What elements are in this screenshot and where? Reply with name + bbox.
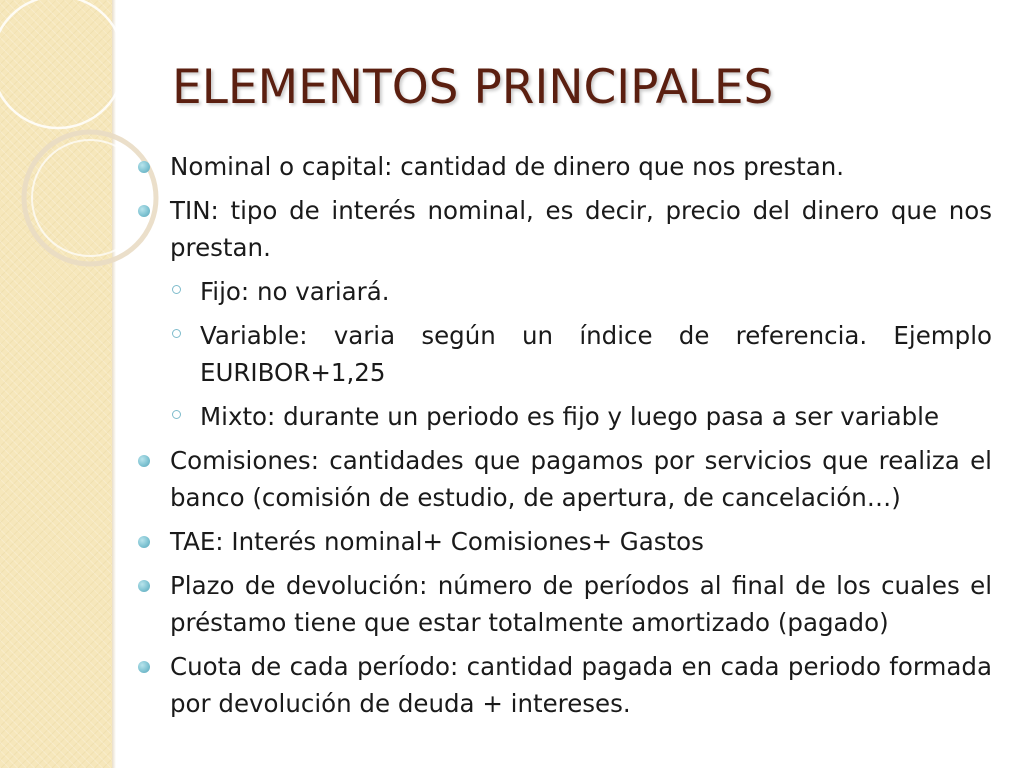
bullet-icon bbox=[138, 661, 150, 673]
bullet-icon bbox=[138, 161, 150, 173]
list-item bbox=[134, 148, 992, 185]
list-item bbox=[134, 523, 992, 560]
list-item-text: Comisiones: cantidades que pagamos por servicios que realiza el banco (comisión de estudio, de apertura, de cancelación…) bbox=[170, 446, 992, 512]
sub-bullet-icon bbox=[172, 329, 181, 338]
sub-list-item bbox=[134, 398, 992, 435]
sub-bullet-icon bbox=[172, 285, 181, 294]
bullet-list bbox=[134, 148, 992, 729]
sub-list-item bbox=[134, 317, 992, 391]
list-item-text: Cuota de cada período: cantidad pagada en cada periodo formada por devolución de deuda + intereses. bbox=[170, 652, 992, 718]
slide-title: ELEMENTOS PRINCIPALES bbox=[172, 60, 774, 115]
bullet-icon bbox=[138, 205, 150, 217]
sub-list-item-text: Variable: varia según un índice de referencia. Ejemplo EURIBOR+1,25 bbox=[200, 321, 992, 387]
list-item-text: Nominal o capital: cantidad de dinero que nos prestan. bbox=[170, 152, 845, 181]
list-item bbox=[134, 567, 992, 641]
list-item bbox=[134, 192, 992, 266]
bullet-icon bbox=[138, 536, 150, 548]
bullet-icon bbox=[138, 580, 150, 592]
sub-bullet-icon bbox=[172, 410, 181, 419]
bullet-icon bbox=[138, 455, 150, 467]
list-item bbox=[134, 442, 992, 516]
list-item bbox=[134, 648, 992, 722]
sub-list-item-text: Mixto: durante un periodo es fijo y luego pasa a ser variable bbox=[200, 402, 940, 431]
sub-list-item-text: Fijo: no variará. bbox=[200, 277, 390, 306]
list-item-text: TAE: Interés nominal+ Comisiones+ Gastos bbox=[170, 527, 704, 556]
sub-list-item bbox=[134, 273, 992, 310]
list-item-text: Plazo de devolución: número de períodos al final de los cuales el préstamo tiene que estar totalmente amortizado (pagado) bbox=[170, 571, 992, 637]
list-item-text: TIN: tipo de interés nominal, es decir, precio del dinero que nos prestan. bbox=[170, 196, 992, 262]
